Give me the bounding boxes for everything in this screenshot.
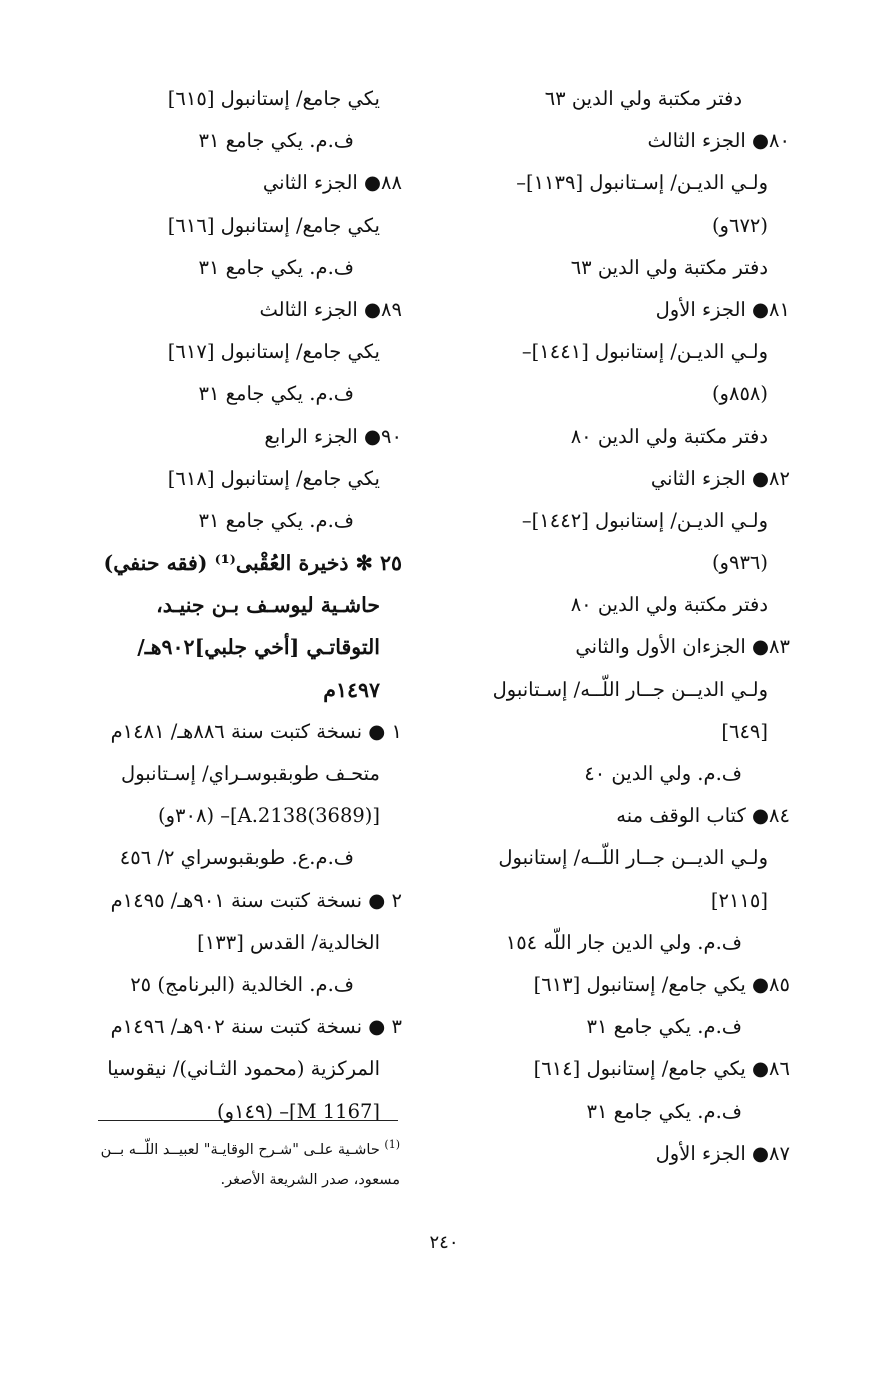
text-line: دفتر مكتبة ولي الدين ٨٠	[570, 424, 768, 448]
text-line: ف.م. ولي الدين جار اللّه ١٥٤	[505, 930, 742, 954]
right-column	[445, 78, 790, 1175]
text-line: حاشـية ليوسـف بـن جنيـد،	[156, 593, 380, 618]
text-line: ٨١● الجزء الأول	[655, 297, 790, 321]
text-line: [٦٤٩]	[721, 719, 768, 743]
text-line: ١٤٩٧م	[323, 677, 380, 702]
footnote-divider	[98, 1120, 398, 1121]
text-line: متحـف طوبقبوسـراي/ إسـتانبول	[121, 762, 380, 785]
text-line: ف.م. الخالدية (البرنامج) ٢٥	[130, 972, 354, 996]
text-line: ف.م. ولي الدين ٤٠	[584, 762, 742, 785]
text-line: ولـي الديــن جــار اللّــه/ إستانبول	[498, 846, 768, 870]
text-line: ٨٣● الجزءان الأول والثاني	[575, 635, 790, 659]
text-line: ف.م. يكي جامع ٣١	[198, 382, 354, 406]
text-line: دفتر مكتبة ولي الدين ٨٠	[570, 593, 768, 617]
text-line: يكي جامع/ إستانبول [٦١٨]	[167, 466, 380, 490]
text-line: الخالدية/ القدس [١٣٣]	[197, 930, 380, 954]
text-line: ولـي الديـن/ إستانبول [١٤٤١]–	[521, 340, 768, 364]
text-line: التوقاتـي [أخي جلبي]٩٠٢هـ/	[137, 635, 380, 660]
text-line: ٨٥● يكي جامع/ إستانبول [٦١٣]	[533, 972, 790, 996]
text-line: [M 1167]– (١٤٩و)	[216, 1099, 380, 1123]
text-line: ف.م. يكي جامع ٣١	[198, 255, 354, 279]
text-line: [A.2138(3689)]– (٣٠٨و)	[158, 804, 380, 828]
text-line: [٢١١٥]	[710, 888, 768, 912]
text-line: ف.م.ع. طوبقبوسراي ٢/ ٤٥٦	[119, 846, 354, 870]
footnote-line-1	[55, 1130, 400, 1165]
text-line: (٨٥٨و)	[711, 382, 768, 406]
text-line: ٨٢● الجزء الثاني	[650, 466, 790, 490]
text-line: ٨٦● يكي جامع/ إستانبول [٦١٤]	[533, 1057, 790, 1081]
footnote-text-1: حاشـية علـى "شـرح الوقايـة" لعبيــد اللّــه بــن	[100, 1141, 380, 1158]
text-line: يكي جامع/ إستانبول [٦١٧]	[167, 340, 380, 364]
text-line: ٨٩● الجزء الثالث	[259, 297, 402, 321]
text-line: ٨٨● الجزء الثاني	[262, 171, 402, 195]
text-line: ولـي الديـن/ إستانبول [١٤٤٢]–	[521, 508, 768, 532]
text-line: ٨٠● الجزء الثالث	[647, 129, 790, 153]
footnote	[55, 1130, 400, 1195]
text-line: (٦٧٢و)	[711, 213, 768, 237]
text-line: ف.م. يكي جامع ٣١	[198, 508, 354, 532]
footnote-marker: (1)	[384, 1138, 400, 1151]
text-line: ٢٥ ✻ ذخيرة العُقْبى⁽¹⁾ (فقه حنفي)	[103, 551, 402, 576]
text-line: ف.م. يكي جامع ٣١	[586, 1099, 742, 1123]
text-line: ف.م. يكي جامع ٣١	[586, 1015, 742, 1039]
text-line: ٨٤● كتاب الوقف منه	[616, 804, 790, 828]
text-line: ٢ ● نسخة كتبت سنة ٩٠١هـ/ ١٤٩٥م	[110, 888, 402, 912]
text-line: يكي جامع/ إستانبول [٦١٥]	[167, 87, 380, 110]
text-line: ١ ● نسخة كتبت سنة ٨٨٦هـ/ ١٤٨١م	[110, 719, 402, 743]
text-line: ٣ ● نسخة كتبت سنة ٩٠٢هـ/ ١٤٩٦م	[110, 1015, 402, 1039]
text-line: يكي جامع/ إستانبول [٦١٦]	[167, 213, 380, 237]
text-line: ولـي الديـن/ إسـتانبول [١١٣٩]–	[516, 171, 768, 195]
text-line: ٨٧● الجزء الأول	[655, 1141, 790, 1165]
left-column	[57, 78, 402, 1133]
text-line: دفتر مكتبة ولي الدين ٦٣	[544, 87, 742, 110]
text-line: المركزية (محمود الثـاني)/ نيقوسيا	[107, 1057, 380, 1081]
text-line: ولـي الديــن جــار اللّــه/ إسـتانبول	[492, 677, 768, 701]
text-line: دفتر مكتبة ولي الدين ٦٣	[570, 255, 768, 279]
text-line: ٩٠● الجزء الرابع	[264, 424, 402, 448]
text-line: (٩٣٦و)	[711, 551, 768, 575]
text-line: ف.م. يكي جامع ٣١	[198, 129, 354, 153]
footnote-line-2: مسعود، صدر الشريعة الأصغر.	[220, 1171, 400, 1188]
page-number: ٢٤٠	[429, 1232, 459, 1253]
